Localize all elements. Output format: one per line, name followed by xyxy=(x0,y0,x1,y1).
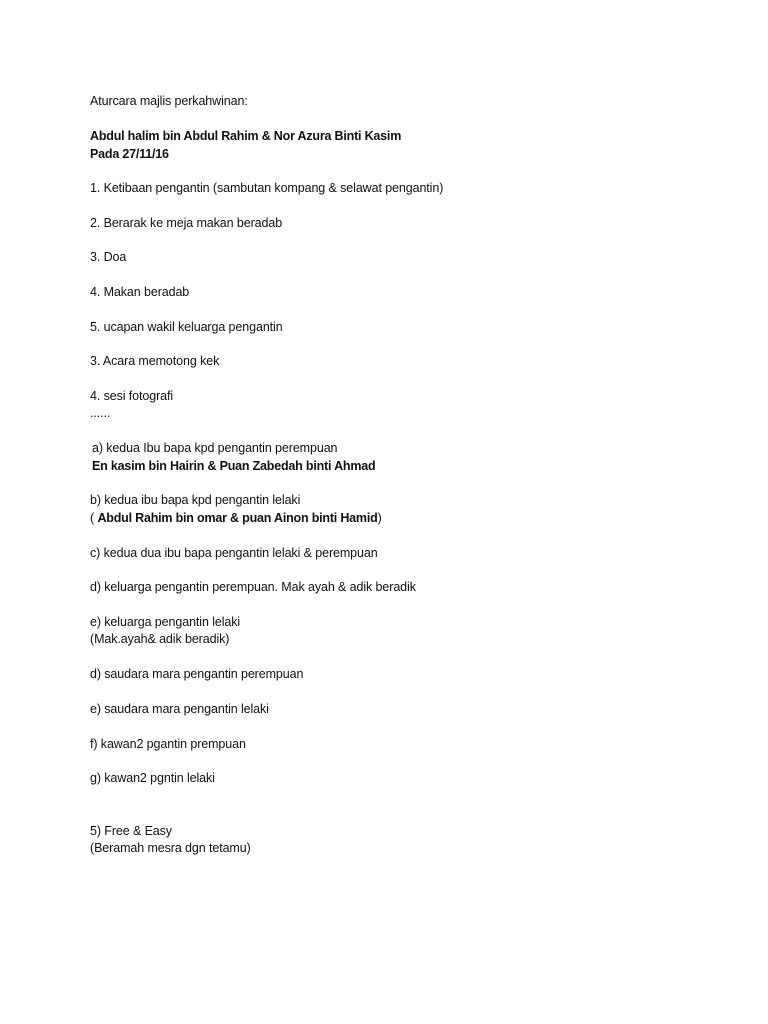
photo-session-b-names-line xyxy=(90,510,382,526)
program-item: 2. Berarak ke meja makan beradab xyxy=(90,216,283,230)
program-item: 4. sesi fotografi xyxy=(90,389,174,403)
photo-session-b-title: b) kedua ibu bapa kpd pengantin lelaki xyxy=(90,493,301,507)
photo-session-a-title: a) kedua Ibu bapa kpd pengantin perempuan xyxy=(92,441,338,455)
ellipsis: ...... xyxy=(90,406,111,420)
photo-session-d1: d) keluarga pengantin perempuan. Mak ayah & adik beradik xyxy=(90,580,416,594)
couple-names: Abdul halim bin Abdul Rahim & Nor Azura Binti Kasim xyxy=(90,129,402,143)
photo-session-d2: d) saudara mara pengantin perempuan xyxy=(90,667,304,681)
paren-open: ( xyxy=(90,511,98,525)
program-item: 1. Ketibaan pengantin (sambutan kompang & selawat pengantin) xyxy=(90,181,444,195)
photo-session-c: c) kedua dua ibu bapa pengantin lelaki & perempuan xyxy=(90,546,378,560)
photo-session-g: g) kawan2 pgntin lelaki xyxy=(90,771,215,785)
photo-session-e2: e) saudara mara pengantin lelaki xyxy=(90,702,269,716)
photo-session-b-names: Abdul Rahim bin omar & puan Ainon binti Hamid xyxy=(97,511,378,525)
document-heading: Aturcara majlis perkahwinan: xyxy=(90,94,248,108)
photo-session-a-names: En kasim bin Hairin & Puan Zabedah binti Ahmad xyxy=(92,459,376,473)
program-item: 5. ucapan wakil keluarga pengantin xyxy=(90,320,283,334)
photo-session-f: f) kawan2 pgantin prempuan xyxy=(90,737,246,751)
photo-session-e1-note: (Mak.ayah& adik beradik) xyxy=(90,632,230,646)
program-item: 3. Acara memotong kek xyxy=(90,354,220,368)
final-program-item: 5) Free & Easy xyxy=(90,824,172,838)
paren-close: ) xyxy=(377,511,382,525)
program-item: 3. Doa xyxy=(90,250,127,264)
event-date: Pada 27/11/16 xyxy=(90,147,169,161)
photo-session-e1-title: e) keluarga pengantin lelaki xyxy=(90,615,241,629)
final-program-note: (Beramah mesra dgn tetamu) xyxy=(90,841,251,855)
program-item: 4. Makan beradab xyxy=(90,285,190,299)
